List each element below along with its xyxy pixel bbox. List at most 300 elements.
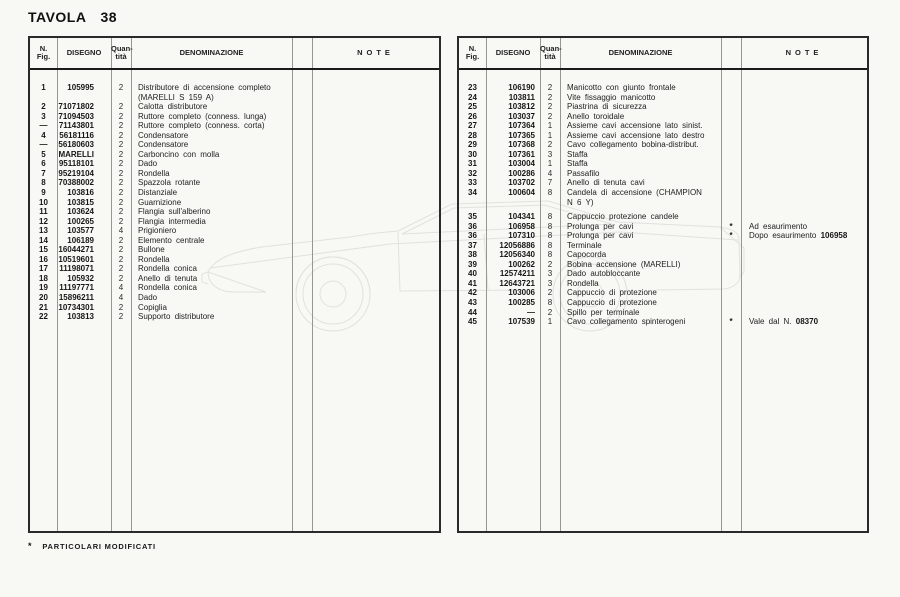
- part-number-cell: 11197771: [59, 283, 94, 293]
- denomination-cell: Capocorda: [567, 250, 607, 260]
- denomination-cell: Dado: [138, 159, 158, 169]
- table-row: [459, 140, 867, 150]
- fig-number-cell: 14: [39, 235, 48, 245]
- note-cell: [312, 226, 439, 236]
- denomination-cell: Condensatore: [138, 140, 189, 150]
- note-cell: [741, 178, 867, 188]
- denomination-cell: Passafilo: [567, 168, 600, 178]
- fig-number-cell: 2: [41, 102, 46, 112]
- note-cell: [741, 288, 867, 298]
- denomination-cell: Prolunga per cavi: [567, 221, 634, 231]
- quantity-cell: 2: [547, 102, 553, 112]
- part-number-cell: 71094503: [58, 111, 94, 121]
- quantity-cell: 2: [118, 302, 124, 312]
- note-asterisk-cell: [721, 131, 741, 141]
- note-cell: [741, 188, 867, 207]
- fig-number-cell: 18: [39, 273, 48, 283]
- header-fig: N. Fig.: [36, 43, 51, 61]
- denomination-cell: Candela di accensione (CHAMPION N 6 Y): [567, 188, 702, 207]
- denomination-cell: Anello di tenuta cavi: [567, 178, 645, 188]
- note-asterisk-cell: [292, 83, 312, 102]
- table-row: [30, 217, 439, 227]
- table-body: [459, 70, 867, 327]
- table-row: [459, 222, 867, 232]
- denomination-cell: Supporto distributore: [138, 312, 215, 322]
- note-cell: [741, 169, 867, 179]
- fig-number-cell: 10: [39, 197, 48, 207]
- part-number-cell: 100285: [508, 298, 535, 308]
- note-asterisk-cell: [721, 212, 741, 222]
- quantity-cell: 2: [118, 197, 124, 207]
- note-asterisk-cell: [292, 150, 312, 160]
- note-cell: [741, 83, 867, 93]
- quantity-cell: 2: [118, 140, 124, 150]
- denomination-cell: Rondella: [138, 168, 170, 178]
- note-asterisk-cell: [292, 274, 312, 284]
- denomination-cell: Distanziale: [138, 188, 178, 198]
- note-cell: [312, 207, 439, 217]
- part-number-cell: 12056340: [499, 250, 535, 260]
- denomination-cell: Distributore di accensione completo (MARELLI S 159 A): [138, 83, 271, 102]
- note-asterisk-cell: [292, 131, 312, 141]
- note-asterisk-cell: [721, 93, 741, 103]
- quantity-cell: 1: [547, 159, 553, 169]
- note-asterisk-cell: [292, 283, 312, 293]
- fig-number-cell: 21: [39, 302, 48, 312]
- fig-number-cell: 24: [468, 92, 477, 102]
- table-row: [30, 303, 439, 313]
- table-row: [30, 207, 439, 217]
- table-row: [459, 150, 867, 160]
- note-cell: [741, 121, 867, 131]
- part-number-cell: 70388002: [58, 178, 94, 188]
- part-number-cell: 100604: [508, 188, 535, 198]
- part-number-cell: 95219104: [58, 168, 94, 178]
- fig-number-cell: 15: [39, 245, 48, 255]
- part-number-cell: 103702: [508, 178, 535, 188]
- denomination-cell: Cavo collegamento bobina-distribut.: [567, 140, 699, 150]
- part-number-cell: 15896211: [58, 293, 94, 303]
- note-cell: Vale dal N. 08370: [749, 317, 819, 327]
- quantity-cell: 2: [118, 188, 124, 198]
- denomination-cell: Rondella: [138, 254, 170, 264]
- note-cell: [312, 131, 439, 141]
- note-cell: [741, 102, 867, 112]
- note-asterisk-cell: [721, 260, 741, 270]
- fig-number-cell: 7: [41, 168, 46, 178]
- quantity-cell: 2: [118, 254, 124, 264]
- note-cell: [312, 188, 439, 198]
- part-number-cell: 10734301: [58, 302, 94, 312]
- table-row: [30, 150, 439, 160]
- table-row: [30, 312, 439, 322]
- denomination-cell: Prigioniero: [138, 226, 177, 236]
- quantity-cell: 4: [118, 293, 124, 303]
- table-body: [30, 70, 439, 322]
- fig-number-cell: 20: [39, 293, 48, 303]
- note-asterisk-cell: [292, 303, 312, 313]
- note-asterisk-cell: [292, 188, 312, 198]
- part-number-cell: 103624: [67, 207, 94, 217]
- note-asterisk-cell: [721, 140, 741, 150]
- note-asterisk-cell: [721, 83, 741, 93]
- fig-number-cell: 32: [468, 168, 477, 178]
- table-row: [459, 178, 867, 188]
- denomination-cell: Prolunga per cavi: [567, 231, 634, 241]
- denomination-cell: Guarnizione: [138, 197, 182, 207]
- note-cell: [312, 140, 439, 150]
- quantity-cell: 2: [118, 149, 124, 159]
- fig-number-cell: 43: [468, 298, 477, 308]
- part-number-cell: 103577: [67, 226, 94, 236]
- part-number-cell: 103037: [508, 111, 535, 121]
- table-row: [459, 93, 867, 103]
- note-asterisk-cell: [292, 178, 312, 188]
- fig-number-cell: 31: [468, 159, 477, 169]
- note-asterisk-cell: [721, 178, 741, 188]
- note-cell: [741, 131, 867, 141]
- table-row: [459, 317, 867, 327]
- fig-number-cell: 22: [39, 312, 48, 322]
- table-row: [30, 112, 439, 122]
- fig-number-cell: 9: [41, 188, 46, 198]
- table-row: [459, 231, 867, 241]
- note-asterisk-cell: [292, 169, 312, 179]
- denomination-cell: Cappuccio di protezione: [567, 288, 657, 298]
- note-cell: [741, 150, 867, 160]
- table-row: [30, 274, 439, 284]
- table-row: [459, 298, 867, 308]
- note-asterisk-cell: [721, 150, 741, 160]
- part-number-cell: 71143801: [58, 121, 94, 131]
- quantity-cell: 3: [547, 149, 553, 159]
- denomination-cell: Spazzola rotante: [138, 178, 201, 188]
- note-asterisk-cell: [721, 241, 741, 251]
- table-row: [30, 293, 439, 303]
- note-cell: Dopo esaurimento 106958: [749, 231, 848, 241]
- part-number-cell: 10519601: [58, 254, 94, 264]
- part-number-cell: 106958: [508, 221, 535, 231]
- denomination-cell: Vite fissaggio manicotto: [567, 92, 656, 102]
- note-asterisk-cell: *: [729, 231, 733, 241]
- part-number-cell: 16044271: [58, 245, 94, 255]
- part-number-cell: 105932: [67, 273, 94, 283]
- denomination-cell: Terminale: [567, 240, 602, 250]
- fig-number-cell: 17: [39, 264, 48, 274]
- part-number-cell: 100286: [508, 168, 535, 178]
- table-row: [30, 102, 439, 112]
- denomination-cell: Staffa: [567, 159, 588, 169]
- denomination-cell: Dado: [138, 293, 158, 303]
- table-row: [459, 188, 867, 207]
- table-row: [30, 178, 439, 188]
- quantity-cell: 4: [118, 226, 124, 236]
- part-number-cell: 12574211: [499, 269, 535, 279]
- page-title-word: TAVOLA: [28, 9, 87, 25]
- note-asterisk-cell: *: [729, 221, 733, 231]
- note-cell: [312, 217, 439, 227]
- note-asterisk-cell: [292, 112, 312, 122]
- parts-table-right: [457, 36, 869, 533]
- quantity-cell: 2: [547, 140, 553, 150]
- note-cell: [741, 112, 867, 122]
- table-header: [30, 38, 439, 70]
- part-number-cell: 56181116: [59, 130, 94, 140]
- fig-number-cell: 19: [39, 283, 48, 293]
- quantity-cell: 2: [118, 168, 124, 178]
- note-asterisk-cell: [721, 298, 741, 308]
- note-cell: [741, 298, 867, 308]
- fig-number-cell: —: [39, 140, 48, 150]
- denomination-cell: Cavo collegamento spinterogeni: [567, 317, 686, 327]
- quantity-cell: 8: [547, 231, 553, 241]
- footnote-text: PARTICOLARI MODIFICATI: [42, 542, 156, 551]
- table-row: [459, 212, 867, 222]
- quantity-cell: 8: [547, 298, 553, 308]
- table-row: [30, 131, 439, 141]
- quantity-cell: 2: [118, 83, 124, 92]
- denomination-cell: Assieme cavi accensione lato destro: [567, 130, 705, 140]
- quantity-cell: 2: [118, 178, 124, 188]
- fig-number-cell: 36: [468, 221, 477, 231]
- note-asterisk-cell: [292, 140, 312, 150]
- note-cell: [312, 303, 439, 313]
- table-row: [459, 159, 867, 169]
- denomination-cell: Rondella conica: [138, 264, 197, 274]
- denomination-cell: Staffa: [567, 149, 588, 159]
- note-asterisk-cell: [292, 198, 312, 208]
- note-asterisk-cell: [721, 112, 741, 122]
- fig-number-cell: 42: [468, 288, 477, 298]
- note-asterisk-cell: [292, 226, 312, 236]
- quantity-cell: 2: [118, 111, 124, 121]
- fig-number-cell: 13: [39, 226, 48, 236]
- fig-number-cell: 41: [468, 278, 477, 288]
- note-cell: [312, 121, 439, 131]
- fig-number-cell: 12: [39, 216, 48, 226]
- denomination-cell: Rondella conica: [138, 283, 197, 293]
- quantity-cell: 8: [547, 240, 553, 250]
- part-number-cell: 106189: [67, 235, 94, 245]
- note-cell: [741, 260, 867, 270]
- table-row: [459, 288, 867, 298]
- table-row: [30, 83, 439, 102]
- note-cell: [741, 279, 867, 289]
- quantity-cell: 2: [547, 307, 553, 317]
- quantity-cell: 2: [547, 259, 553, 269]
- quantity-cell: 2: [118, 207, 124, 217]
- part-number-cell: 103813: [67, 312, 94, 322]
- denomination-cell: Elemento centrale: [138, 235, 205, 245]
- denomination-cell: Ruttore completo (conness. corta): [138, 121, 265, 131]
- note-cell: [312, 83, 439, 102]
- header-disegno: DISEGNO: [66, 47, 102, 57]
- denomination-cell: Manicotto con giunto frontale: [567, 83, 676, 92]
- part-number-cell: 107365: [508, 130, 535, 140]
- note-cell: Ad esaurimento: [749, 221, 808, 231]
- quantity-cell: 3: [547, 269, 553, 279]
- part-number-cell: 12643721: [499, 278, 535, 288]
- note-cell: [312, 159, 439, 169]
- part-number-cell: 105995: [67, 83, 94, 92]
- part-number-cell: 100262: [508, 259, 535, 269]
- fig-number-cell: 33: [468, 178, 477, 188]
- quantity-cell: 2: [547, 83, 553, 92]
- note-cell: [741, 250, 867, 260]
- fig-number-cell: 4: [41, 130, 46, 140]
- part-number-cell: 107368: [508, 140, 535, 150]
- denomination-cell: Anello toroidale: [567, 111, 625, 121]
- denomination-cell: Cappuccio protezione candele: [567, 212, 679, 222]
- part-number-cell: 11198071: [59, 264, 94, 274]
- note-asterisk-cell: [721, 308, 741, 318]
- part-number-cell: 107539: [508, 317, 535, 327]
- fig-number-cell: 5: [41, 149, 46, 159]
- denomination-cell: Cappuccio di protezione: [567, 298, 657, 308]
- note-asterisk-cell: [292, 121, 312, 131]
- fig-number-cell: 16: [39, 254, 48, 264]
- table-row: [30, 198, 439, 208]
- table-row: [459, 250, 867, 260]
- denomination-cell: Ruttore completo (conness. lunga): [138, 111, 267, 121]
- note-asterisk-cell: [292, 207, 312, 217]
- note-cell: [312, 245, 439, 255]
- fig-number-cell: 26: [468, 111, 477, 121]
- header-note: NOTE: [785, 47, 823, 57]
- note-asterisk-cell: [721, 188, 741, 207]
- header-denominazione: DENOMINAZIONE: [608, 47, 673, 57]
- note-cell: [312, 150, 439, 160]
- header-disegno: DISEGNO: [495, 47, 531, 57]
- quantity-cell: 8: [547, 188, 553, 198]
- table-row: [30, 226, 439, 236]
- part-number-cell: 71071802: [58, 102, 94, 112]
- part-number-cell: 103815: [67, 197, 94, 207]
- denomination-cell: Piastrina di sicurezza: [567, 102, 647, 112]
- note-cell: [741, 140, 867, 150]
- table-row: [30, 169, 439, 179]
- fig-number-cell: 30: [468, 149, 477, 159]
- denomination-cell: Copiglia: [138, 302, 167, 312]
- table-row: [459, 169, 867, 179]
- table-row: [459, 308, 867, 318]
- note-cell: [741, 93, 867, 103]
- quantity-cell: 1: [547, 317, 553, 327]
- quantity-cell: 2: [118, 121, 124, 131]
- note-cell: [312, 102, 439, 112]
- note-asterisk-cell: [721, 250, 741, 260]
- fig-number-cell: 3: [41, 111, 46, 121]
- part-number-cell: 103816: [67, 188, 94, 198]
- quantity-cell: 3: [547, 278, 553, 288]
- quantity-cell: 2: [118, 130, 124, 140]
- fig-number-cell: 27: [468, 121, 477, 131]
- table-row: [459, 260, 867, 270]
- quantity-cell: 2: [118, 245, 124, 255]
- table-row: [459, 121, 867, 131]
- note-cell: [312, 112, 439, 122]
- note-asterisk-cell: [292, 159, 312, 169]
- note-cell: [312, 293, 439, 303]
- note-asterisk-cell: [292, 102, 312, 112]
- table-row: [459, 131, 867, 141]
- denomination-cell: Flangia sull'alberino: [138, 207, 211, 217]
- fig-number-cell: 45: [468, 317, 477, 327]
- fig-number-cell: 38: [468, 250, 477, 260]
- quantity-cell: 8: [547, 250, 553, 260]
- quantity-cell: 4: [118, 283, 124, 293]
- table-row: [459, 269, 867, 279]
- fig-number-cell: 35: [468, 212, 477, 222]
- note-asterisk-cell: [721, 288, 741, 298]
- note-cell: [312, 283, 439, 293]
- fig-number-cell: 25: [468, 102, 477, 112]
- part-number-cell: 100265: [67, 216, 94, 226]
- part-number-cell: 107310: [508, 231, 535, 241]
- table-row: [30, 236, 439, 246]
- note-asterisk-cell: [292, 293, 312, 303]
- fig-number-cell: 8: [41, 178, 46, 188]
- table-row: [30, 159, 439, 169]
- note-cell: [741, 212, 867, 222]
- fig-number-cell: 29: [468, 140, 477, 150]
- table-row: [30, 245, 439, 255]
- note-asterisk-cell: [721, 102, 741, 112]
- denomination-cell: Rondella: [567, 278, 599, 288]
- note-cell: [312, 264, 439, 274]
- fig-number-cell: 11: [39, 207, 48, 217]
- note-asterisk-cell: [721, 159, 741, 169]
- fig-number-cell: 37: [468, 240, 477, 250]
- note-cell: [312, 236, 439, 246]
- table-row: [30, 188, 439, 198]
- table-row: [30, 140, 439, 150]
- part-number-cell: 103812: [508, 102, 535, 112]
- header-fig: N. Fig.: [465, 43, 480, 61]
- fig-number-cell: 1: [41, 83, 46, 92]
- fig-number-cell: 39: [468, 259, 477, 269]
- part-number-cell: 103811: [508, 92, 535, 102]
- table-row: [459, 102, 867, 112]
- quantity-cell: 2: [547, 288, 553, 298]
- denomination-cell: Flangia intermedia: [138, 216, 206, 226]
- quantity-cell: 2: [118, 235, 124, 245]
- parts-table-left: [28, 36, 441, 533]
- part-number-cell: 95118101: [58, 159, 94, 169]
- quantity-cell: 2: [547, 111, 553, 121]
- note-asterisk-cell: [721, 269, 741, 279]
- quantity-cell: 2: [118, 102, 124, 112]
- note-asterisk-cell: [292, 264, 312, 274]
- quantity-cell: 8: [547, 212, 553, 222]
- fig-number-cell: 40: [468, 269, 477, 279]
- header-quantita: Quan- tità: [540, 43, 562, 61]
- note-cell: [312, 178, 439, 188]
- part-number-cell: 107364: [508, 121, 535, 131]
- part-number-cell: 56180603: [58, 140, 94, 150]
- note-cell: [312, 255, 439, 265]
- fig-number-cell: 6: [41, 159, 46, 169]
- note-asterisk-cell: *: [729, 317, 733, 327]
- table-row: [459, 279, 867, 289]
- quantity-cell: 4: [547, 168, 553, 178]
- table-row: [30, 121, 439, 131]
- part-number-cell: 103006: [508, 288, 535, 298]
- page-title-number: 38: [100, 9, 118, 25]
- denomination-cell: Condensatore: [138, 130, 189, 140]
- part-number-cell: 12056886: [499, 240, 535, 250]
- table-row: [30, 255, 439, 265]
